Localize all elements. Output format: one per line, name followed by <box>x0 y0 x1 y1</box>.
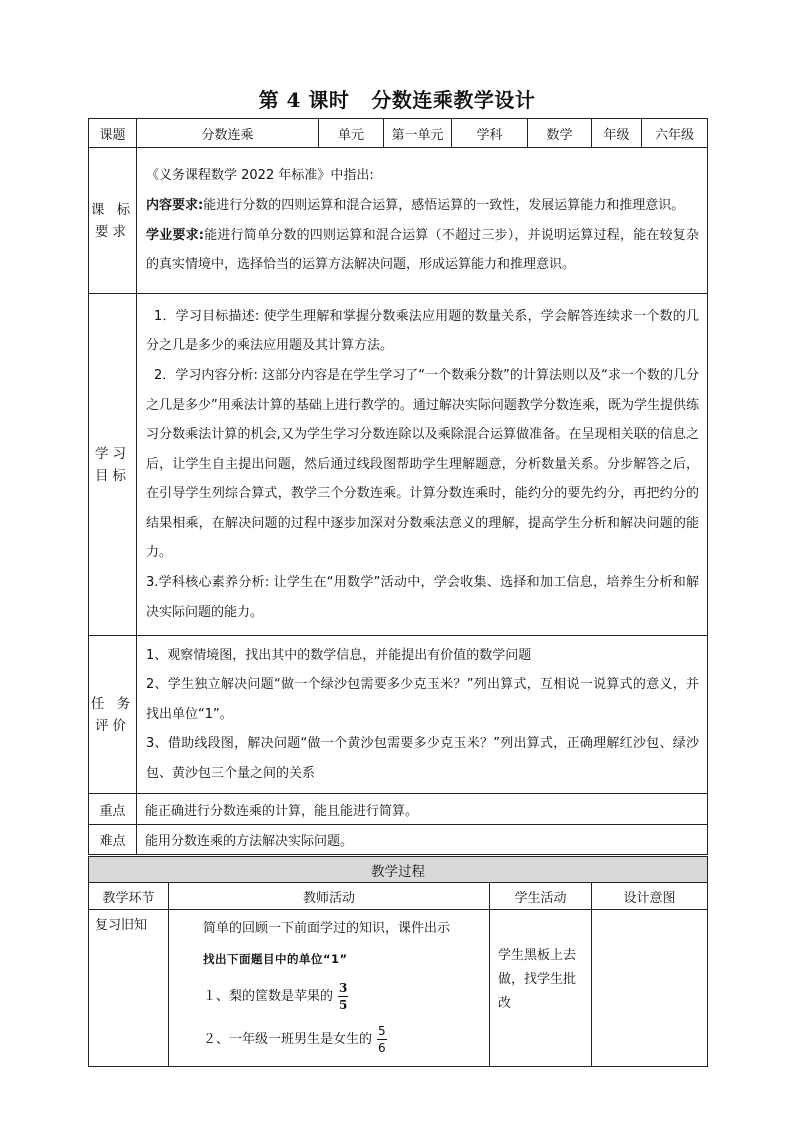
col-stage: 教学环节 <box>89 883 169 910</box>
standard-row <box>89 148 708 294</box>
process-header-row <box>89 883 708 910</box>
unit-label: 单元 <box>319 119 384 148</box>
goals-label: 学习 目标 <box>89 294 137 636</box>
grade-value: 六年级 <box>642 119 708 148</box>
difficult-point-text: 能用分数连乘的方法解决实际问题。 <box>137 825 708 855</box>
process-title: 教学过程 <box>89 857 708 883</box>
standard-content <box>137 148 708 294</box>
question-1: １、梨的筐数是苹果的 $\frac{3}{5}$ <box>203 981 348 1012</box>
goal-2: 2．学习内容分析: 这部分内容是在学生学习了“一个数乘分数”的计算法则以及“求一个数的几分之几是多少”用乘法计算的基础上进行教学的。通过解决实际问题教学分数连乘，既为学生提供练习分数乘法计算的机会,又为学生学习分数连除以及乘除混合运算做准备。在呈现相关联的信息之后，让学生自主提出问题，然后通过线段图帮助学生理解题意，分析数量关系。分步解答之后，在引导学生列综合算式，教学三个分数连乘。计算分数连乘时，能约分的要先约分，再把约分的结果相乘，在解决问题的过程中逐步加深对分数乘法意义的理解，提高学生分析和解决问题的能力。 <box>146 367 699 561</box>
process-title-row <box>89 857 708 883</box>
tasks-label: 任 务 评价 <box>89 636 137 794</box>
subject-value: 数学 <box>528 119 592 148</box>
task-3: 3、借助线段图，解决问题“做一个黄沙包需要多少克玉米？”列出算式，正确理解红沙包、绿沙包、黄沙包三个量之间的关系 <box>146 736 699 781</box>
col-student: 学生活动 <box>490 883 592 910</box>
difficult-point-label: 难点 <box>89 825 137 855</box>
title-lesson: 第 4 课时 <box>258 88 350 112</box>
grade-label: 年级 <box>592 119 642 148</box>
page-title <box>0 84 794 113</box>
teacher-activity <box>169 910 490 1067</box>
header-row <box>89 119 708 148</box>
difficult-point-row <box>89 825 708 855</box>
standard-label: 课 标 要求 <box>89 148 137 294</box>
tasks-content <box>137 636 708 794</box>
key-point-label: 重点 <box>89 794 137 825</box>
key-point-text: 能正确进行分数连乘的计算，能且能进行简算。 <box>137 794 708 825</box>
task-1: 1、观察情境图，找出其中的数学信息，并能提出有价值的数学问题 <box>146 647 532 663</box>
title-topic: 分数连乘教学设计 <box>371 88 536 112</box>
content-requirement: 内容要求:能进行分数的四则运算和混合运算，感悟运算的一致性，发展运算能力和推理意识。 <box>146 197 685 213</box>
key-point-row <box>89 794 708 825</box>
stage-review: 复习旧知 <box>89 910 169 1067</box>
task-2: 2、学生独立解决问题“做一个绿沙包需要多少克玉米？”列出算式，互相说一说算式的意义，并找出单位“1”。 <box>146 677 699 722</box>
fraction-5-6: $\frac{5}{6}$ <box>378 1024 386 1055</box>
student-activity: 学生黑板上去做，找学生批改 <box>490 910 592 1067</box>
goals-content <box>137 294 708 636</box>
lesson-info-table <box>88 118 708 855</box>
subject-label: 学科 <box>452 119 528 148</box>
standard-intro: 《义务课程数学 2022 年标准》中指出: <box>146 168 374 184</box>
fraction-3-5: $\frac{3}{5}$ <box>339 981 348 1012</box>
design-intent <box>592 910 708 1067</box>
goal-1: 1．学习目标描述: 使学生理解和掌握分数乘法应用题的数量关系，学会解答连续求一个数的几分之几是多少的乘法应用题及其计算方法。 <box>146 308 699 354</box>
teacher-task: 找出下面题目中的单位“1” <box>203 952 348 966</box>
tasks-row <box>89 636 708 794</box>
topic-label: 课题 <box>89 119 137 148</box>
teaching-process-table <box>88 856 708 1067</box>
col-teacher: 教师活动 <box>169 883 490 910</box>
teacher-intro: 简单的回顾一下前面学过的知识，课件出示 <box>203 921 451 936</box>
goals-row <box>89 294 708 636</box>
unit-value: 第一单元 <box>384 119 452 148</box>
col-design: 设计意图 <box>592 883 708 910</box>
review-row <box>89 910 708 1067</box>
question-2: ２、一年级一班男生是女生的 $\frac{5}{6}$ <box>203 1024 386 1055</box>
topic-value: 分数连乘 <box>137 119 319 148</box>
goal-3: 3.学科核心素养分析: 让学生在“用数学”活动中，学会收集、选择和加工信息，培养生分析和解决实际问题的能力。 <box>146 575 699 620</box>
academic-requirement: 学业要求:能进行简单分数的四则运算和混合运算（不超过三步），并说明运算过程，能在较复杂的真实情境中，选择恰当的运算方法解决问题，形成运算能力和推理意识。 <box>146 227 699 273</box>
